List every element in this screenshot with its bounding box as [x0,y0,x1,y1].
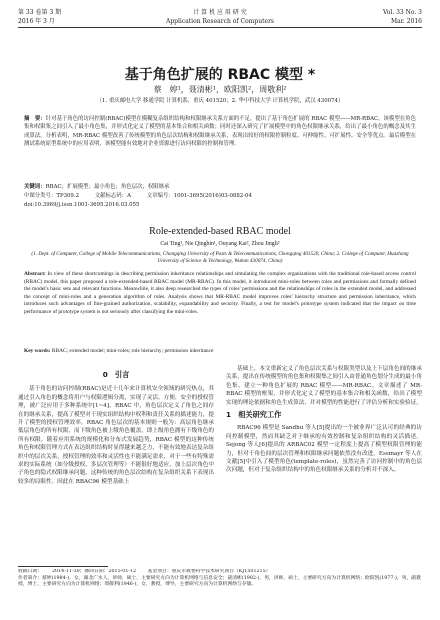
keywords-label-en: Key words: [24,348,51,354]
received-label: 收稿日期： [18,569,42,574]
paper-title-cn: 基于角色扩展的 RBAC 模型 * [124,67,316,83]
affiliations-en: (1. Dept. of Computer, College of Mobile Telecommunications, Chongqing University of Posts & Telecommunications, Chongqing 401520, China; 2. College of Computer, Huazhong University of Science & Technology, Wuhan 430074, China) [31,251,409,265]
doi: doi:10.3969/j.issn.1001-3695.2016.03.055 [24,202,140,208]
section-title-intro: 0 引言 [102,370,130,379]
publication-date-cn: 2016 年 3 月 [18,18,55,25]
publication-date-en: Mar. 2016 [390,18,422,25]
footnote [18,569,422,589]
journal-name-en: Application Research of Computers [165,18,275,25]
keywords-label-cn: 关键词： [24,184,46,190]
section-title-related-work: 1 相关研究工作 [226,410,282,420]
author-bio: 作者简介：蔡婷(1984-)，女，湖北广水人，讲师，硕士，主要研究方向为计算机网络与信息安全；聂清彬(1982-)，男，讲师，硕士，主要研究方向为计算机网络；欧阳凯(1977-)，男，副教授，博士，主要研究方向为计算机网络；周敬利(1946-)，女，教授，博导，主要研究方向为计算机网络与存储。 [18,575,421,588]
paper-title-en: Role-extended-based RBAC model [149,226,291,237]
article-number: 文章编号：1001-3695(2016)03-0882-04 [146,193,252,199]
keywords-text-en: RBAC; extended model; mini-roles; role hierarchy; permission inheritance [51,348,214,354]
authors-cn: 蔡 婷¹，聂清彬¹，欧阳凯²，周敬利² [153,85,287,94]
keywords-text-cn: RBAC；扩展模型；最小角色；角色层次；权限继承 [45,184,170,190]
paragraph: 基于角色的访问控制(RBAC)是近十几年来计算机安全领域的研究热点，其通过引入角色的概念将用户与权限逻辑分离，实现了灵活、方便、安全的授权管理，被广泛应用于多种系统中[1~4]。RBAC 中，角色层次定义了角色之间存在的继承关系，提高了模型对于现实组织结构中权利和责任关系的描述能力，提升了模型的授权管理效率。RBAC 角色层次的基本规则一般为：高层角色继承低层角色的所有权限，而下级角色被上级角色覆盖，即上级角色拥有下级角色的所有权限。随着应用系统的规模化和分布式发展趋势，RBAC 模型的这种传统角色和权限管理方式在表达组织结构时显得越来越乏力，不能有效地表达复杂组织中的层次关系，授权管理的效率和灵活性也不能满足需求，对于一些有特殊需求的实际系统（如分级授权、多层次管理等）不能很好地适应，加上层次角色中子角色的隐式权限继承问题，这种传统的角色层次结构在复杂组织关系下表现出较多的局限性。因此在 RBAC96 模型基础上 [18,386,214,485]
keywords-cn [24,183,416,191]
abstract-text-cn: 针对基于角色的访问控制(RBAC)模型在模糊复杂组织结构和权限继承关系方面的不足，提出了基于角色扩展的 RBAC 模型——MR-RBAC。该模型在角色集和权限集之间引入了最小角色集，并形式化定义了模型的基本集合和相关函数；同时还深入研究了扩展模型中的角色权限继承关系，给出了最小角色的概念及其生成算法。分析表明，MR-RBAC 模型改善了传统模型的角色层次结构和权限继承关系，表现出较好的权限控制粒度、可伸缩性、可扩展性、安全等优点。最后模型在测试系统原型系统中的应用表明，该模型能有效地对企业资源进行访问权限的控制和管理。 [24,116,416,148]
clc-number: 中图分类号：TP309.2 [24,193,79,199]
header-divider [18,27,422,28]
journal-name [18,8,422,26]
body-column-right [226,365,422,475]
journal-issue-info-en [383,8,422,26]
classification-cn [24,192,416,200]
paragraph: 基础上，本文重新定义了角色层次关系与权限类型以及上下层角色间的继承关系，提出在传统模型的角色集和权限集之间引入由普通角色划分生成的最小角色集，建立一种角色扩展的 RBAC 模型——MR-RBAC。文章描述了 MR-RBAC 模型的框架，并形式化定义了模型的基本集合和相关函数，给出了模型实现的理论依据和角色生成算法，并对模型的性能进行了评估分析和实验验证。 [226,366,422,406]
abstract-label-en: Abstract: [24,271,46,277]
authors-en: Cai Ting¹, Nie Qingbin¹, Ouyang Kai², Zhou Jingli² [160,241,280,247]
received-dates: 2014-11-30；修回日期：2015-01-12 [52,569,137,574]
abstract-cn [24,115,416,149]
document-code: 文献标志码：A [94,193,131,199]
volume-issue: 第 33 卷第 3 期 [18,9,62,16]
abstract-label-cn: 摘 要： [24,116,46,122]
keywords-en [24,348,416,356]
abstract-text-en: In view of these shortcomings in describing permission inheritance relationships and simulating the complex organizations with the traditional role-based access control (RBAC) model, this paper proposed a role-extended-based RBAC model (MR-RBAC). In this model, it introduced mini-roles between roles and permissions and formally defined the model's basic sets and relevant functions. Meanwhile, it also deep researched the types of roles' permissions and the relationships of roles in the extended model, and addressed the concept of mini-roles and a generation algorithm of roles. Analysis shows that MR-RBAC model improves roles' hierarchy structure and permission inheritance, which introduces such advantages of fine-grained authorization, scalability, expandability and security. Finally, a test for model's prototype system indicated that the impact on time performance of prototype system is not seriously after classifying the mini-roles. [24,271,416,315]
footnote-row [18,569,422,576]
abstract-en [24,271,416,316]
body-column-left [18,365,214,486]
affiliations-cn: （1. 重庆邮电大学 移通学院 计算机系，重庆 401520；2. 华中科技大学 计算机学院，武汉 430074） [96,98,344,104]
page-header [18,8,422,28]
volume-issue-en: Vol. 33 No. 3 [382,9,422,16]
journal-name-cn: 计 算 机 应 用 研 究 [193,9,247,16]
footnote-divider [18,566,108,567]
paragraph: RBAC96 模型是 Sandhu 等人[5]提出的一个被业界广泛认可的经典的访问控制模型，然而其缺乏对于继承的有效控制和复杂组织结构的灵活描述。Sejong 等人[6]提出的 ARBAC02 模型一定程度上提高了模型权限管理的能力，但对于角色间的层次管理和权限继承问题依然没有改进。Essmayr 等人在文献[5]中引入了模型角色(template-roles)，虽然完善了访问控制中的角色层次问题，但对于复杂组织结构中的角色权限继承关系的分析并不深入。 [226,425,422,474]
fund-info: 基金项目：重庆市教委科学技术研究项目（KJ1501215） [147,569,271,574]
